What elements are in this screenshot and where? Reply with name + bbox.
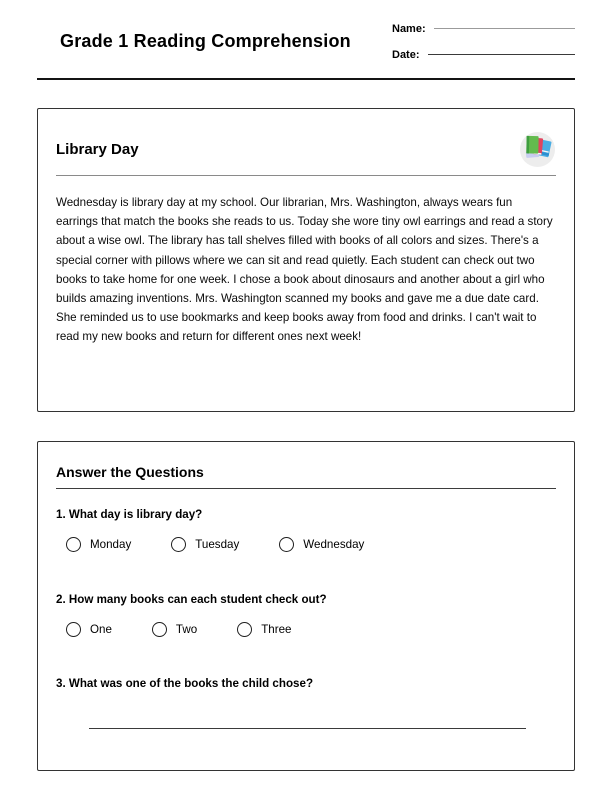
question-3-answer-line[interactable] (89, 728, 526, 729)
option-label: Three (261, 623, 292, 636)
radio-option-tuesday[interactable] (171, 537, 239, 552)
books-icon (519, 131, 556, 168)
radio-option-wednesday[interactable] (279, 537, 364, 552)
date-label: Date: (392, 48, 420, 61)
name-row (392, 22, 575, 35)
radio-icon[interactable] (66, 622, 81, 637)
question-3-label: 3. What was one of the books the child chose? (56, 677, 314, 690)
option-label: Wednesday (303, 538, 365, 551)
name-date-block (392, 22, 575, 61)
page-title: Grade 1 Reading Comprehension (60, 31, 351, 51)
name-label: Name: (392, 22, 426, 35)
option-label: One (90, 623, 112, 636)
radio-icon[interactable] (279, 537, 294, 552)
radio-icon[interactable] (171, 537, 186, 552)
passage-text: Wednesday is library day at my school. Our librarian, Mrs. Washington, always wears fun earrings that match the books she reads to us. Today she wore tiny owl earrings and read a story about a wise owl. The library has tall shelves filled with books of all colors and sizes. There's a special corner with pillows where we can sit and read quietly. Each student can check out two books to take home for one week. I chose a book about dinosaurs and another about a girl who builds amazing inventions. Mrs. Washington scanned my books and gave me a due date card. She reminded us to use bookmarks and keep books away from food and drinks. I can't wait to read my new books and return for different ones next week! (56, 196, 553, 344)
passage-title-row (56, 131, 556, 168)
questions-section (37, 441, 575, 771)
question-1-options (56, 537, 556, 552)
radio-option-monday[interactable] (66, 537, 131, 552)
radio-icon[interactable] (66, 537, 81, 552)
radio-option-two[interactable] (152, 622, 197, 637)
header-divider (37, 78, 575, 80)
option-label: Monday (90, 538, 132, 551)
question-1-label: 1. What day is library day? (56, 508, 203, 521)
date-write-line[interactable] (428, 54, 575, 55)
name-write-line[interactable] (434, 28, 575, 29)
passage-divider (56, 175, 556, 176)
radio-icon[interactable] (152, 622, 167, 637)
radio-icon[interactable] (237, 622, 252, 637)
passage-heading: Library Day (56, 141, 139, 158)
date-row (392, 48, 575, 61)
question-2-options (56, 622, 556, 637)
worksheet-header (37, 0, 575, 61)
radio-option-three[interactable] (237, 622, 291, 637)
passage-section (37, 108, 575, 412)
questions-heading: Answer the Questions (56, 464, 204, 480)
option-label: Tuesday (195, 538, 240, 551)
radio-option-one[interactable] (66, 622, 112, 637)
questions-divider (56, 488, 556, 489)
option-label: Two (175, 623, 198, 636)
question-2-label: 2. How many books can each student check out? (56, 593, 327, 606)
